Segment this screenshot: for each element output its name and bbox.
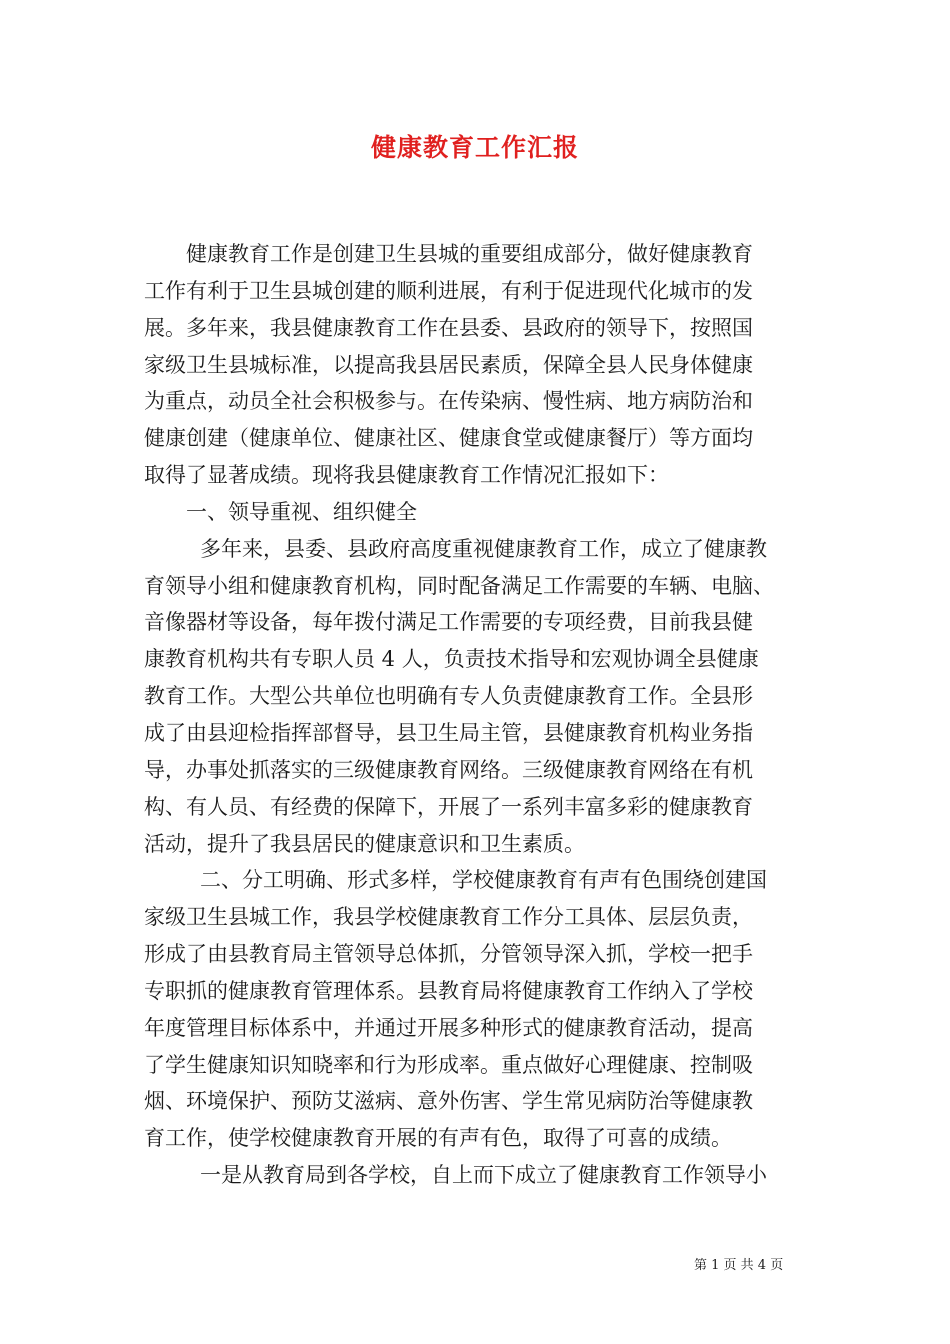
body-line: 育工作，使学校健康教育开展的有声有色，取得了可喜的成绩。: [144, 1126, 732, 1151]
body-line: 成了由县迎检指挥部督导，县卫生局主管，县健康教育机构业务指: [144, 720, 753, 745]
body-line: 烟、环境保护、预防艾滋病、意外伤害、学生常见病防治等健康教: [144, 1089, 753, 1114]
body-line: 健康创建（健康单位、健康社区、健康食堂或健康餐厅）等方面均: [144, 426, 753, 451]
body-line: 一是从教育局到各学校，自上而下成立了健康教育工作领导小: [200, 1163, 767, 1188]
body-line: 育领导小组和健康教育机构，同时配备满足工作需要的车辆、电脑、: [144, 573, 774, 598]
body-line: 教育工作。大型公共单位也明确有专人负责健康教育工作。全县形: [144, 684, 753, 709]
body-line: 工作有利于卫生县城创建的顺利进展，有利于促进现代化城市的发: [144, 278, 753, 303]
body-line: 康教育机构共有专职人员 4 人，负责技术指导和宏观协调全县健康: [144, 647, 759, 672]
body-line: 导，办事处抓落实的三级健康教育网络。三级健康教育网络在有机: [144, 757, 753, 782]
body-line: 家级卫生县城工作，我县学校健康教育工作分工具体、层层负责，: [144, 905, 753, 930]
body-line: 家级卫生县城标准，以提高我县居民素质，保障全县人民身体健康: [144, 352, 753, 377]
body-line: 取得了显著成绩。现将我县健康教育工作情况汇报如下：: [144, 463, 669, 488]
body-line: 健康教育工作是创建卫生县城的重要组成部分，做好健康教育: [186, 242, 753, 266]
body-line: 音像器材等设备，每年拨付满足工作需要的专项经费，目前我县健: [144, 610, 753, 635]
body-line: 为重点，动员全社会积极参与。在传染病、慢性病、地方病防治和: [144, 389, 753, 414]
page-number-footer: 第 1 页 共 4 页: [694, 1258, 784, 1273]
body-line: 了学生健康知识知晓率和行为形成率。重点做好心理健康、控制吸: [144, 1052, 753, 1077]
body-line: 展。多年来，我县健康教育工作在县委、县政府的领导下，按照国: [144, 315, 753, 340]
section-heading: 二、分工明确、形式多样，学校健康教育有声有色围绕创建国: [200, 868, 767, 893]
body-line: 活动，提升了我县居民的健康意识和卫生素质。: [144, 831, 585, 856]
document-title: 健康教育工作汇报: [370, 133, 579, 162]
body-line: 多年来，县委、县政府高度重视健康教育工作，成立了健康教: [200, 536, 767, 561]
body-line: 构、有人员、有经费的保障下，开展了一系列丰富多彩的健康教育: [144, 794, 753, 819]
document-body: [144, 236, 806, 1194]
section-heading: 一、领导重视、组织健全: [186, 499, 417, 524]
body-line: 年度管理目标体系中，并通过开展多种形式的健康教育活动，提高: [144, 1015, 753, 1040]
body-line: 专职抓的健康教育管理体系。县教育局将健康教育工作纳入了学校: [144, 978, 753, 1003]
body-line: 形成了由县教育局主管领导总体抓，分管领导深入抓，学校一把手: [144, 942, 753, 967]
